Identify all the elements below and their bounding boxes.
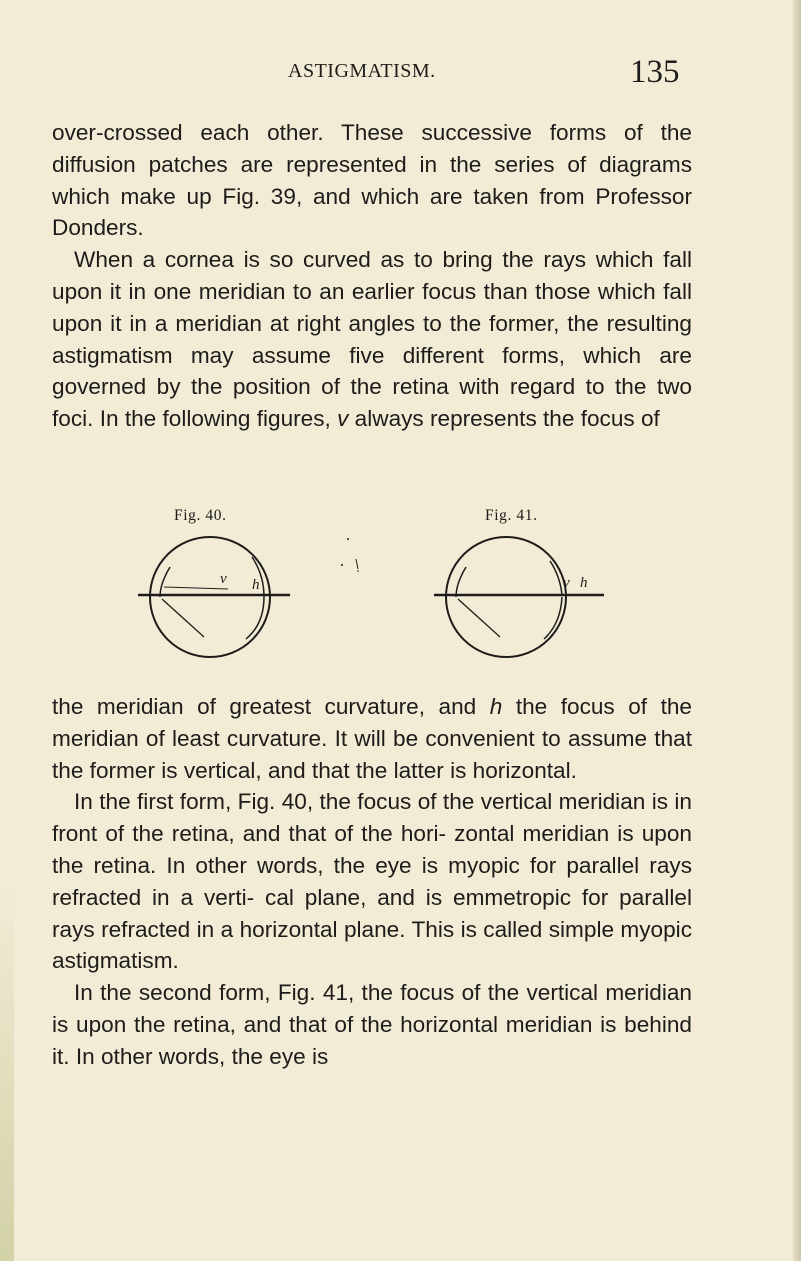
fig41-diagram [420,527,620,667]
fig40-retina-arc-lower [246,597,264,639]
body-text-top [52,117,692,435]
fig40-eye-diagram [124,527,304,667]
fig40-caption: Fig. 40. [174,507,227,524]
body-text-bottom [52,691,692,1073]
speck-marks [330,535,370,595]
fig40-cornea-arc [160,567,170,597]
fig40-ray-upper [164,587,228,589]
italic-h: h [489,694,503,719]
fig41-caption: Fig. 41. [485,507,538,524]
fig40-eye-circle [150,537,270,657]
paragraph-meridian-definition: the meridian of greatest curvature, and h the focus of the meridian of least curvature. It will be convenient to assume that the former is vertical, and that the latter is horizontal. [52,694,692,783]
fig41-ray-lower [458,599,500,637]
fig41-focus-v: v [563,575,570,591]
paragraph-first-form: In the first form, Fig. 40, the focus of the vertical meridian is in front of the retina, and that of the hori- zontal meridian is upon the retina. In other words, the eye is myopic for parallel rays refracted in a verti- cal plane, and is emmetropic for parallel rays refracted in a horizontal plane. This is called simple myopic astigmatism. [52,789,692,974]
print-specks [330,535,370,595]
fig41-eye-circle [446,537,566,657]
italic-v: v [337,406,349,432]
paragraph-continuation: over-crossed each other. These successive forms of the diffusion patches are represented in the series of diagrams which make up Fig. 39, and which are taken from Professor Donders. [52,120,693,241]
fig41-cornea-arc [456,567,466,597]
fig41-eye-diagram [420,527,620,667]
paragraph-second-form: In the second form, Fig. 41, the focus of the vertical meridian is upon the retina, and that of the horizontal meridian is behind it. In other words, the eye is [52,980,692,1069]
running-head: ASTIGMATISM. [288,60,436,82]
fig40-diagram [124,527,304,667]
fig41-focus-h: h [580,575,588,591]
page-number: 135 [630,54,680,90]
page-edge-stain [0,881,14,1261]
paragraph-astigmatism-forms: When a cornea is so curved as to bring the rays which fall upon it in one meridian to an earlier focus than those which fall upon it in a meridian at right angles to the former, the resulting astigmatism may assume five different forms, which are governed by the position of the retina with regard to the two foci. In the following figures, v always represents the focus of [52,247,693,432]
fig40-ray-lower [162,599,204,637]
fig41-retina-arc-upper [550,561,562,595]
fig40-focus-v: v [220,571,227,587]
page-edge-shadow [793,0,801,1261]
fig40-focus-h: h [252,577,260,593]
page-header [0,54,801,98]
